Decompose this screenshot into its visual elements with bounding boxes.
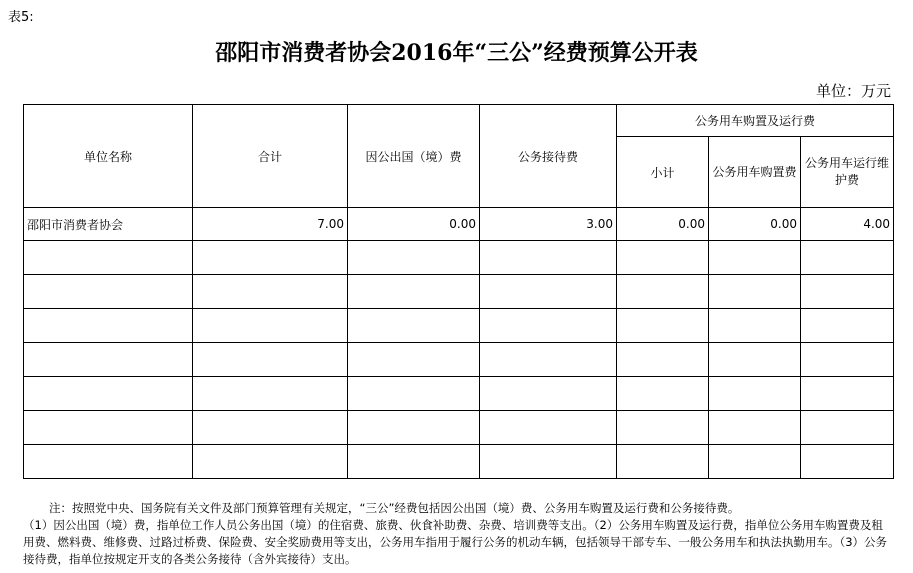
empty-row xyxy=(24,241,894,275)
footnote-line-1: 注：按照党中央、国务院有关文件及部门预算管理有关规定，“三公”经费包括因公出国（境）费、公务用车购置及运行费和公务接待费。 xyxy=(49,501,740,515)
empty-row xyxy=(24,411,894,445)
header-vehicle-purchase: 公务用车购置费 xyxy=(709,137,801,208)
cell-total: 7.00 xyxy=(193,208,348,241)
empty-row xyxy=(24,445,894,479)
header-vehicle-maintenance: 公务用车运行维护费 xyxy=(801,137,894,208)
empty-row xyxy=(24,343,894,377)
header-unit-name: 单位名称 xyxy=(24,105,193,208)
cell-vehicle-maintenance: 4.00 xyxy=(801,208,894,241)
cell-subtotal: 0.00 xyxy=(617,208,709,241)
header-vehicle-group: 公务用车购置及运行费 xyxy=(617,105,894,137)
footnote-line-2: （1）因公出国（境）费，指单位工作人员公务出国（境）的住宿费、旅费、伙食补助费、杂费、培训费等支出。（2）公务用车购置及运行费，指单位公务用车购置费及租用费、燃料费、维修费、过路过桥费、保险费、安全奖励费用等支出，公务用车指用于履行公务的机动车辆，包括领导干部专车、一般公务用车和执法执勤用车。（3）公务接待费，指单位按规定开支的各类公务接待（含外宾接待）支出。 xyxy=(23,518,888,566)
header-abroad: 因公出国（境）费 xyxy=(348,105,480,208)
table-number-label: 表5: xyxy=(8,10,34,25)
cell-vehicle-purchase: 0.00 xyxy=(709,208,801,241)
footnote xyxy=(23,500,889,568)
header-reception: 公务接待费 xyxy=(480,105,617,208)
page-title: 邵阳市消费者协会2016年“三公”经费预算公开表 xyxy=(215,40,698,66)
cell-unit-name: 邵阳市消费者协会 xyxy=(24,208,193,241)
cell-abroad: 0.00 xyxy=(348,208,480,241)
empty-row xyxy=(24,377,894,411)
header-subtotal: 小计 xyxy=(617,137,709,208)
empty-row xyxy=(24,275,894,309)
empty-row xyxy=(24,309,894,343)
table-row xyxy=(24,208,894,241)
header-total: 合计 xyxy=(193,105,348,208)
unit-label: 单位：万元 xyxy=(815,82,891,100)
cell-reception: 3.00 xyxy=(480,208,617,241)
budget-table xyxy=(23,104,894,479)
